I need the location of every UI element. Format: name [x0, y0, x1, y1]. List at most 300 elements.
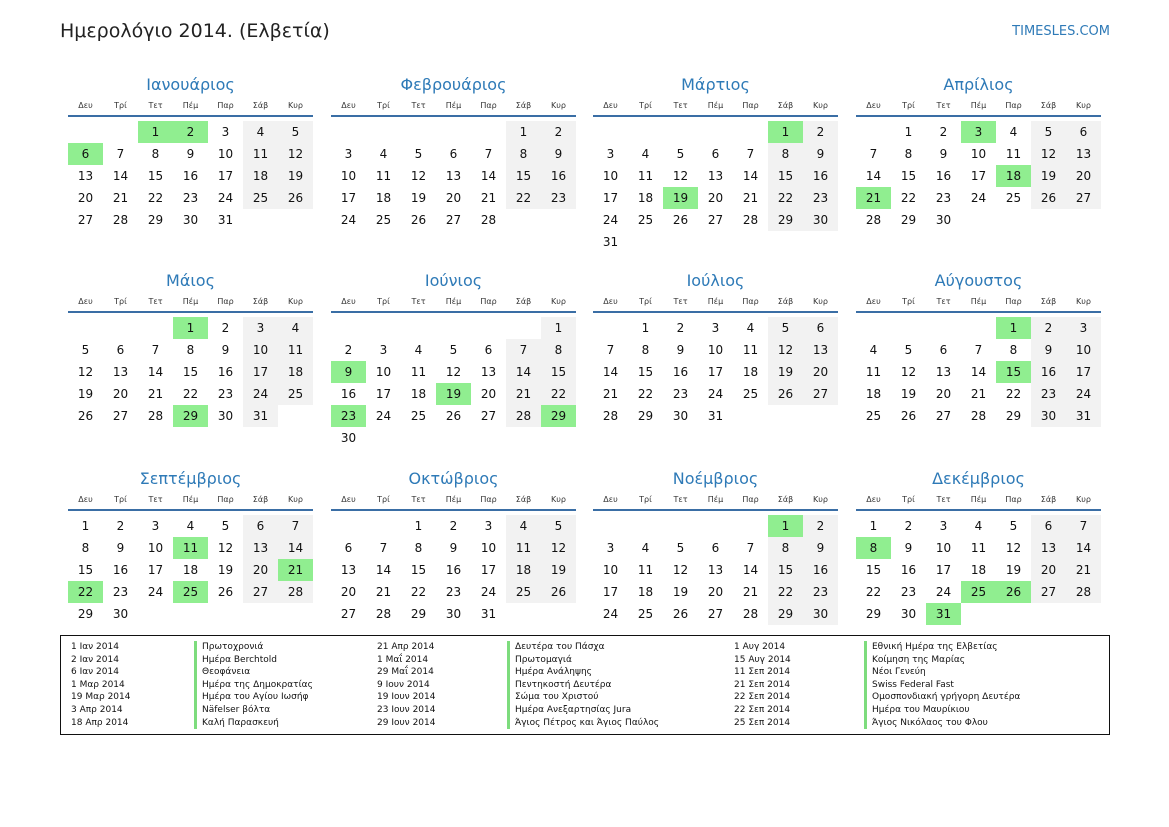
day-cell: 29 — [768, 603, 803, 625]
holiday-name: Άγιος Πέτρος και Άγιος Παύλος — [507, 717, 659, 730]
day-cell: 18 — [637, 191, 654, 205]
day-cell: 7 — [278, 515, 313, 537]
day-cell: 7 — [151, 343, 160, 357]
day-cell: 9 — [186, 147, 195, 161]
day-cell: 3 — [484, 519, 493, 533]
day-grid — [331, 317, 576, 449]
weekday-label: Σάβ — [515, 101, 532, 110]
day-cell: 14 — [970, 365, 987, 379]
day-cell: 1 — [641, 321, 650, 335]
weekday-label: Πέμ — [970, 495, 987, 504]
day-cell: 22 — [506, 187, 541, 209]
day-cell: 24 — [340, 213, 357, 227]
weekday-header — [593, 492, 838, 511]
month-name: Οκτώβριος — [408, 469, 499, 488]
day-grid — [593, 317, 838, 427]
day-cell: 21 — [480, 191, 497, 205]
day-cell: 18 — [243, 165, 278, 187]
month-block — [68, 74, 313, 231]
day-cell: 21 — [602, 387, 619, 401]
day-cell: 8 — [186, 343, 195, 357]
day-cell: 19 — [768, 361, 803, 383]
weekday-label: Τρί — [902, 297, 915, 306]
day-cell: 13 — [243, 537, 278, 559]
day-cell: 7 — [606, 343, 615, 357]
day-cell: 29 — [147, 213, 164, 227]
day-cell: 29 — [410, 607, 427, 621]
day-grid — [593, 515, 838, 625]
month-name: Αύγουστος — [934, 271, 1023, 290]
holiday-day: 21 — [856, 187, 891, 209]
day-cell: 13 — [340, 563, 357, 577]
day-grid — [331, 121, 576, 231]
weekday-label: Δευ — [866, 297, 881, 306]
day-cell: 11 — [970, 541, 987, 555]
holiday-day: 26 — [996, 581, 1031, 603]
holiday-name: Ημέρα του Μαυρίκιου — [864, 704, 970, 717]
holiday-legend — [60, 635, 1110, 735]
holiday-day: 21 — [278, 559, 313, 581]
weekday-label: Κυρ — [551, 495, 566, 504]
day-cell: 30 — [340, 431, 357, 445]
day-cell: 22 — [1005, 387, 1022, 401]
weekday-label: Παρ — [217, 297, 234, 306]
day-cell: 23 — [112, 585, 129, 599]
day-cell: 19 — [410, 191, 427, 205]
weekday-label: Πέμ — [445, 101, 462, 110]
weekday-label: Κυρ — [813, 297, 828, 306]
day-cell: 23 — [935, 191, 952, 205]
weekday-label: Τετ — [411, 297, 426, 306]
day-cell: 3 — [606, 541, 615, 555]
holiday-day: 31 — [926, 603, 961, 625]
month-name: Ιανουάριος — [146, 75, 235, 94]
weekday-label: Τετ — [936, 495, 951, 504]
weekday-label: Δευ — [341, 101, 356, 110]
day-cell: 24 — [480, 585, 497, 599]
day-cell: 9 — [676, 343, 685, 357]
day-cell: 2 — [221, 321, 230, 335]
day-cell: 6 — [711, 541, 720, 555]
day-cell: 13 — [935, 365, 952, 379]
day-cell: 18 — [182, 563, 199, 577]
day-cell: 29 — [768, 209, 803, 231]
day-cell: 15 — [768, 559, 803, 581]
day-cell: 25 — [410, 409, 427, 423]
day-cell: 20 — [243, 559, 278, 581]
holiday-date: 6 Ιαν 2014 — [71, 667, 119, 678]
day-cell: 15 — [637, 365, 654, 379]
day-cell: 11 — [742, 343, 759, 357]
day-cell: 16 — [217, 365, 234, 379]
day-cell: 18 — [278, 361, 313, 383]
day-cell: 27 — [935, 409, 952, 423]
day-cell: 21 — [375, 585, 392, 599]
weekday-label: Τρί — [639, 495, 652, 504]
day-cell: 9 — [803, 143, 838, 165]
day-cell: 3 — [711, 321, 720, 335]
day-cell: 2 — [344, 343, 353, 357]
day-cell: 13 — [1031, 537, 1066, 559]
day-cell: 6 — [803, 317, 838, 339]
day-cell: 7 — [869, 147, 878, 161]
weekday-label: Τρί — [114, 101, 127, 110]
day-cell: 16 — [340, 387, 357, 401]
holiday-date: 25 Σεπ 2014 — [734, 717, 791, 728]
day-cell: 31 — [217, 213, 234, 227]
empty-cell — [68, 317, 103, 339]
day-cell: 23 — [1031, 383, 1066, 405]
month-name: Απρίλιος — [943, 75, 1014, 94]
day-cell: 30 — [217, 409, 234, 423]
empty-cell — [733, 515, 768, 537]
day-cell: 12 — [445, 365, 462, 379]
empty-cell — [926, 317, 961, 339]
day-cell: 13 — [803, 339, 838, 361]
day-cell: 13 — [77, 169, 94, 183]
day-cell: 5 — [81, 343, 90, 357]
empty-cell — [471, 121, 506, 143]
day-cell: 17 — [480, 563, 497, 577]
holiday-name: Σώμα του Χριστού — [507, 691, 599, 704]
day-cell: 4 — [1009, 125, 1018, 139]
empty-cell — [436, 121, 471, 143]
day-cell: 6 — [243, 515, 278, 537]
weekday-label: Τετ — [148, 297, 163, 306]
day-cell: 13 — [707, 169, 724, 183]
holiday-name: Δευτέρα του Πάσχα — [507, 641, 605, 654]
weekday-label: Τετ — [411, 495, 426, 504]
day-cell: 3 — [151, 519, 160, 533]
empty-cell — [593, 121, 628, 143]
weekday-label: Τρί — [114, 297, 127, 306]
weekday-header — [331, 98, 576, 117]
day-cell: 20 — [803, 361, 838, 383]
weekday-label: Δευ — [603, 101, 618, 110]
day-cell: 22 — [768, 581, 803, 603]
holiday-day: 1 — [996, 317, 1031, 339]
empty-cell — [891, 317, 926, 339]
day-cell: 9 — [449, 541, 458, 555]
weekday-label: Πέμ — [182, 495, 199, 504]
holiday-name: Swiss Federal Fast — [864, 679, 954, 692]
day-cell: 17 — [970, 169, 987, 183]
day-cell: 26 — [410, 213, 427, 227]
day-cell: 4 — [746, 321, 755, 335]
day-cell: 11 — [243, 143, 278, 165]
day-cell: 25 — [637, 213, 654, 227]
day-grid — [856, 121, 1101, 231]
day-cell: 20 — [1031, 559, 1066, 581]
day-cell: 14 — [742, 563, 759, 577]
empty-cell — [961, 317, 996, 339]
holiday-name: Ημέρα Ανάληψης — [507, 666, 592, 679]
day-cell: 16 — [900, 563, 917, 577]
day-cell: 28 — [865, 213, 882, 227]
day-cell: 19 — [541, 559, 576, 581]
day-cell: 4 — [278, 317, 313, 339]
day-cell: 22 — [900, 191, 917, 205]
day-cell: 8 — [151, 147, 160, 161]
weekday-label: Παρ — [1005, 495, 1022, 504]
day-cell: 26 — [672, 213, 689, 227]
day-cell: 17 — [602, 191, 619, 205]
day-cell: 28 — [375, 607, 392, 621]
day-cell: 26 — [900, 409, 917, 423]
day-cell: 4 — [974, 519, 983, 533]
weekday-header — [68, 294, 313, 313]
day-cell: 1 — [869, 519, 878, 533]
month-name: Μάρτιος — [681, 75, 750, 94]
month-name: Φεβρουάριος — [400, 75, 507, 94]
day-cell: 30 — [672, 409, 689, 423]
month-name: Ιούνιος — [424, 271, 483, 290]
day-cell: 12 — [541, 537, 576, 559]
day-cell: 27 — [445, 213, 462, 227]
holiday-day: 1 — [173, 317, 208, 339]
day-cell: 22 — [637, 387, 654, 401]
day-cell: 19 — [1031, 165, 1066, 187]
day-cell: 28 — [602, 409, 619, 423]
day-cell: 22 — [865, 585, 882, 599]
day-cell: 15 — [410, 563, 427, 577]
holiday-day: 15 — [996, 361, 1031, 383]
day-cell: 18 — [506, 559, 541, 581]
weekday-label: Πέμ — [970, 101, 987, 110]
day-cell: 8 — [904, 147, 913, 161]
holiday-name: Näfelser βόλτα — [194, 704, 270, 717]
day-cell: 4 — [379, 147, 388, 161]
day-cell: 16 — [803, 165, 838, 187]
holiday-name: Άγιος Νικόλαος του Φλου — [864, 717, 988, 730]
holiday-date: 3 Απρ 2014 — [71, 705, 123, 715]
day-cell: 30 — [112, 607, 129, 621]
holiday-day: 1 — [768, 121, 803, 143]
day-cell: 12 — [278, 143, 313, 165]
weekday-label: Δευ — [603, 495, 618, 504]
holiday-day: 2 — [173, 121, 208, 143]
day-cell: 30 — [803, 603, 838, 625]
empty-cell — [366, 515, 401, 537]
day-cell: 5 — [414, 147, 423, 161]
day-cell: 24 — [970, 191, 987, 205]
weekday-label: Παρ — [480, 495, 497, 504]
day-cell: 21 — [147, 387, 164, 401]
weekday-label: Τρί — [377, 297, 390, 306]
day-cell: 24 — [243, 383, 278, 405]
holiday-name: Κοίμηση της Μαρίας — [864, 654, 965, 667]
weekday-label: Κυρ — [1076, 495, 1091, 504]
day-cell: 22 — [182, 387, 199, 401]
day-cell: 3 — [606, 147, 615, 161]
day-cell: 9 — [803, 537, 838, 559]
day-cell: 7 — [746, 541, 755, 555]
day-grid — [331, 515, 576, 625]
day-cell: 19 — [672, 585, 689, 599]
day-cell: 14 — [480, 169, 497, 183]
weekday-label: Δευ — [341, 495, 356, 504]
day-cell: 28 — [506, 405, 541, 427]
day-cell: 3 — [344, 147, 353, 161]
day-cell: 5 — [768, 317, 803, 339]
holiday-date: 1 Ιαν 2014 — [71, 642, 119, 652]
brand-link[interactable]: TIMESLES.COM — [1012, 24, 1110, 39]
weekday-label: Τρί — [114, 495, 127, 504]
day-cell: 16 — [112, 563, 129, 577]
weekday-label: Παρ — [742, 495, 759, 504]
day-cell: 29 — [1005, 409, 1022, 423]
day-cell: 25 — [865, 409, 882, 423]
day-cell: 10 — [375, 365, 392, 379]
day-cell: 18 — [410, 387, 427, 401]
day-cell: 27 — [1066, 187, 1101, 209]
day-cell: 25 — [375, 213, 392, 227]
weekday-label: Τετ — [148, 101, 163, 110]
day-cell: 20 — [77, 191, 94, 205]
weekday-label: Τετ — [936, 101, 951, 110]
day-cell: 18 — [375, 191, 392, 205]
empty-cell — [68, 121, 103, 143]
holiday-day: 18 — [996, 165, 1031, 187]
weekday-label: Σάβ — [1040, 495, 1057, 504]
day-cell: 29 — [637, 409, 654, 423]
weekday-label: Πέμ — [445, 495, 462, 504]
day-cell: 17 — [602, 585, 619, 599]
day-cell: 27 — [1031, 581, 1066, 603]
day-cell: 9 — [904, 541, 913, 555]
weekday-label: Δευ — [78, 297, 93, 306]
weekday-label: Σάβ — [777, 495, 794, 504]
day-cell: 30 — [182, 213, 199, 227]
weekday-label: Τετ — [936, 297, 951, 306]
weekday-label: Τετ — [673, 101, 688, 110]
day-cell: 24 — [602, 213, 619, 227]
day-cell: 16 — [541, 165, 576, 187]
day-cell: 2 — [1031, 317, 1066, 339]
day-cell: 14 — [147, 365, 164, 379]
day-cell: 27 — [707, 213, 724, 227]
day-cell: 1 — [414, 519, 423, 533]
day-cell: 30 — [1031, 405, 1066, 427]
day-cell: 7 — [974, 343, 983, 357]
day-cell: 17 — [147, 563, 164, 577]
day-cell: 20 — [445, 191, 462, 205]
day-cell: 26 — [768, 383, 803, 405]
holiday-day: 22 — [68, 581, 103, 603]
day-cell: 5 — [676, 541, 685, 555]
day-cell: 14 — [602, 365, 619, 379]
day-grid — [856, 515, 1101, 625]
holiday-date: 1 Μαρ 2014 — [71, 679, 125, 690]
weekday-header — [593, 294, 838, 313]
weekday-label: Κυρ — [551, 297, 566, 306]
day-cell: 2 — [449, 519, 458, 533]
day-cell: 4 — [869, 343, 878, 357]
day-cell: 12 — [672, 563, 689, 577]
day-cell: 4 — [186, 519, 195, 533]
day-cell: 30 — [803, 209, 838, 231]
day-cell: 28 — [742, 213, 759, 227]
weekday-label: Δευ — [78, 495, 93, 504]
day-cell: 11 — [637, 169, 654, 183]
holiday-date: 23 Ιουν 2014 — [377, 705, 436, 715]
day-cell: 1 — [81, 519, 90, 533]
empty-cell — [331, 317, 366, 339]
day-cell: 24 — [217, 191, 234, 205]
month-block — [856, 74, 1101, 231]
day-cell: 6 — [449, 147, 458, 161]
day-cell: 15 — [77, 563, 94, 577]
day-cell: 15 — [541, 361, 576, 383]
day-cell: 19 — [900, 387, 917, 401]
weekday-label: Δευ — [78, 101, 93, 110]
day-cell: 6 — [711, 147, 720, 161]
day-cell: 2 — [541, 121, 576, 143]
month-name: Σεπτέμβριος — [139, 469, 242, 488]
empty-cell — [436, 317, 471, 339]
day-cell: 31 — [602, 235, 619, 249]
month-name: Ιούλιος — [686, 271, 745, 290]
day-cell: 4 — [414, 343, 423, 357]
weekday-label: Δευ — [866, 101, 881, 110]
day-cell: 10 — [602, 169, 619, 183]
day-cell: 22 — [541, 383, 576, 405]
day-cell: 15 — [900, 169, 917, 183]
day-cell: 28 — [147, 409, 164, 423]
holiday-day: 8 — [856, 537, 891, 559]
empty-cell — [138, 317, 173, 339]
day-cell: 12 — [1005, 541, 1022, 555]
weekday-label: Πέμ — [445, 297, 462, 306]
day-cell: 9 — [1031, 339, 1066, 361]
weekday-label: Τετ — [673, 297, 688, 306]
day-grid — [856, 317, 1101, 427]
day-cell: 26 — [672, 607, 689, 621]
day-cell: 20 — [112, 387, 129, 401]
day-cell: 1 — [904, 125, 913, 139]
day-cell: 7 — [484, 147, 493, 161]
weekday-label: Τρί — [902, 101, 915, 110]
day-cell: 5 — [1031, 121, 1066, 143]
weekday-label: Κυρ — [1076, 101, 1091, 110]
day-cell: 15 — [506, 165, 541, 187]
day-cell: 23 — [182, 191, 199, 205]
day-cell: 16 — [182, 169, 199, 183]
holiday-day: 3 — [961, 121, 996, 143]
month-block — [856, 270, 1101, 427]
holiday-date: 11 Σεπ 2014 — [734, 667, 791, 678]
empty-cell — [663, 121, 698, 143]
month-name: Νοέμβριος — [672, 469, 759, 488]
day-cell: 15 — [865, 563, 882, 577]
empty-cell — [366, 317, 401, 339]
holiday-name: Πεντηκοστή Δευτέρα — [507, 679, 611, 692]
day-cell: 25 — [506, 581, 541, 603]
empty-cell — [103, 317, 138, 339]
day-cell: 6 — [1031, 515, 1066, 537]
day-cell: 26 — [1031, 187, 1066, 209]
weekday-header — [856, 492, 1101, 511]
empty-cell — [331, 121, 366, 143]
day-cell: 30 — [900, 607, 917, 621]
day-cell: 19 — [1005, 563, 1022, 577]
day-cell: 8 — [768, 143, 803, 165]
day-cell: 13 — [707, 563, 724, 577]
weekday-label: Δευ — [866, 495, 881, 504]
day-cell: 11 — [410, 365, 427, 379]
weekday-label: Σάβ — [252, 297, 269, 306]
holiday-date: 9 Ιουν 2014 — [377, 679, 430, 690]
